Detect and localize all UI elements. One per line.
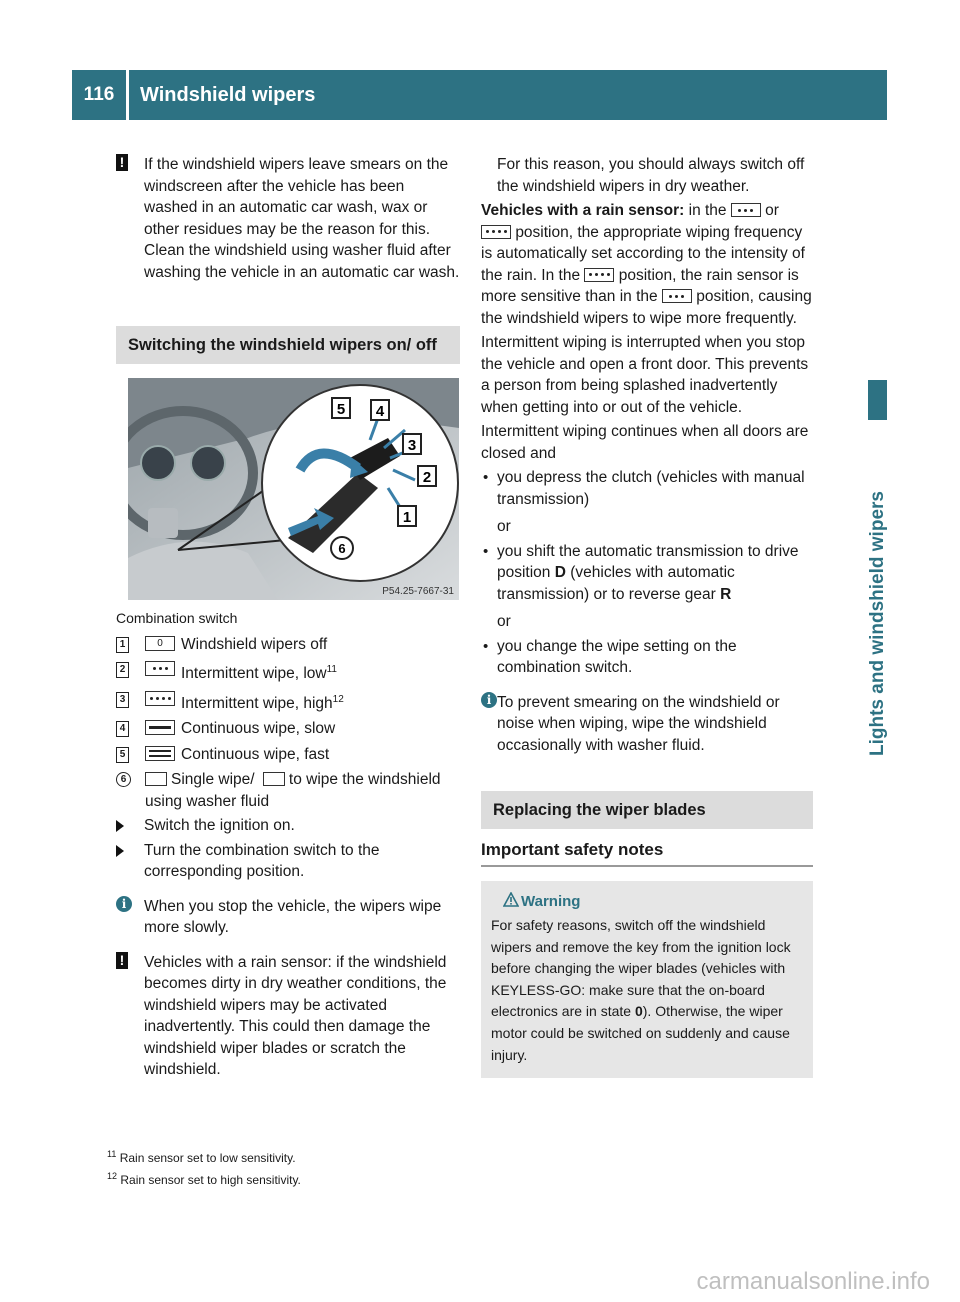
section-title-replacing: Replacing the wiper blades <box>481 791 813 829</box>
step-turn-switch: Turn the combination switch to the corresponding position. <box>116 840 460 883</box>
section-title-switching: Switching the windshield wipers on/ off <box>116 326 460 364</box>
step-arrow-icon <box>116 820 124 832</box>
warning-title: Warning <box>491 891 803 913</box>
intermittent-low-icon <box>145 661 175 676</box>
note-rain-sensor: ! Vehicles with a rain sensor: if the windshield becomes dirty in dry weather conditions, the windshield wipers may be activated inadvertently. This could then damage the windshield wiper blades or scratch the windshield. <box>116 952 460 1081</box>
figure-label-4: 4 <box>375 403 385 420</box>
header-separator <box>126 70 129 120</box>
continuous-slow-icon <box>145 720 175 735</box>
intermittent-low-icon <box>662 289 692 303</box>
intermittent-low-icon <box>731 203 761 217</box>
left-column <box>116 154 460 1081</box>
wiper-off-icon: 0 <box>145 636 175 651</box>
interrupted-text: Intermittent wiping is interrupted when you stop the vehicle and open a front door. This prevents a person from being splashed inadvertently when getting into or out of the vehicle. <box>481 334 809 416</box>
watermark-url: carmanualsonline.info <box>696 1268 930 1295</box>
intermittent-high-icon <box>145 691 175 706</box>
legend-item-2: 2 Intermittent wipe, low$^{11}$ <box>116 659 460 685</box>
figure-label-1: 1 <box>402 509 412 526</box>
step-arrow-icon <box>116 845 124 857</box>
continues-text: Intermittent wiping continues when all doors are closed and <box>481 423 809 462</box>
figure-caption: Combination switch <box>116 610 238 626</box>
chapter-tab <box>868 380 887 420</box>
note-smears: ! If the windshield wipers leave smears on the windscreen after the vehicle has been washed in an automatic car wash, wax or other residues may be the reason for this. Clean the windshield using washer fluid after washing the vehicle in an automatic car wash. <box>116 154 460 283</box>
page-title: Windshield wipers <box>140 84 316 106</box>
info-icon: i <box>481 692 497 708</box>
bullet-automatic: • you shift the automatic transmission to drive position D (vehicles with automatic transmission) or to reverse gear R <box>483 542 799 603</box>
combination-switch-figure <box>128 378 459 600</box>
subheading-safety: Important safety notes <box>481 839 813 867</box>
footnote-11: $^{11}$ Rain sensor set to low sensitivity. <box>107 1149 296 1165</box>
bullet-wipe-setting: • you change the wipe setting on the combination switch. <box>483 637 737 676</box>
figure-label-5: 5 <box>336 401 346 418</box>
dashboard-illustration <box>128 378 459 600</box>
figure-label-6: 6 <box>338 541 346 556</box>
washer-fluid-icon <box>263 772 285 786</box>
or-text: or <box>497 518 511 535</box>
chapter-title: Lights and windshield wipers <box>867 491 888 756</box>
exclamation-icon: ! <box>116 952 128 969</box>
legend-item-1: 1 0 Windshield wipers off <box>116 634 460 656</box>
dry-weather-text: For this reason, you should always switch off the windshield wipers in dry weather. <box>497 156 805 195</box>
page-number: 116 <box>83 84 115 105</box>
legend-item-3: 3 Intermittent wipe, high$^{12}$ <box>116 689 460 715</box>
warning-triangle-icon <box>503 892 519 907</box>
footnotes <box>107 1145 301 1189</box>
info-icon: i <box>116 896 132 912</box>
footnote-12: $^{12}$ Rain sensor set to high sensitivity. <box>107 1171 301 1187</box>
continuous-fast-icon <box>145 746 175 761</box>
figure-label-3: 3 <box>407 437 417 454</box>
legend-item-4: 4 Continuous wipe, slow <box>116 718 460 740</box>
bullet-clutch: • you depress the clutch (vehicles with manual transmission) <box>483 469 805 508</box>
single-wipe-icon <box>145 772 167 786</box>
step-ignition: Switch the ignition on. <box>116 815 460 837</box>
rain-sensor-text: Vehicles with a rain sensor: in the or position, the appropriate wiping frequency is automatically set according to the intensity of the rain. In the position, the rain sensor is more sensitive than in the position, causing the windshield wipers to wipe more frequently. <box>481 202 812 327</box>
legend-item-6: 6 Single wipe/ to wipe the windshield using washer fluid <box>116 769 460 812</box>
intermittent-high-icon <box>584 268 614 282</box>
info-smearing: i To prevent smearing on the windshield or noise when wiping, wipe the windshield occasionally with washer fluid. <box>481 692 813 757</box>
info-wipers-slowly: i When you stop the vehicle, the wipers wipe more slowly. <box>116 896 460 939</box>
warning-text: For safety reasons, switch off the windshield wipers and remove the key from the ignition lock before changing the wiper blades (vehicles with KEYLESS-GO: make sure that the on-board electronics are in state 0). Otherwise, the wiper motor could be switched on suddenly and cause injury. <box>491 917 791 1063</box>
legend-item-5: 5 Continuous wipe, fast <box>116 744 460 766</box>
exclamation-icon: ! <box>116 154 128 171</box>
or-text: or <box>497 613 511 630</box>
figure-label-2: 2 <box>422 469 432 486</box>
right-column <box>481 154 813 1078</box>
warning-box <box>481 881 813 1079</box>
intermittent-high-icon <box>481 225 511 239</box>
figure-code: P54.25-7667-31 <box>382 586 454 597</box>
